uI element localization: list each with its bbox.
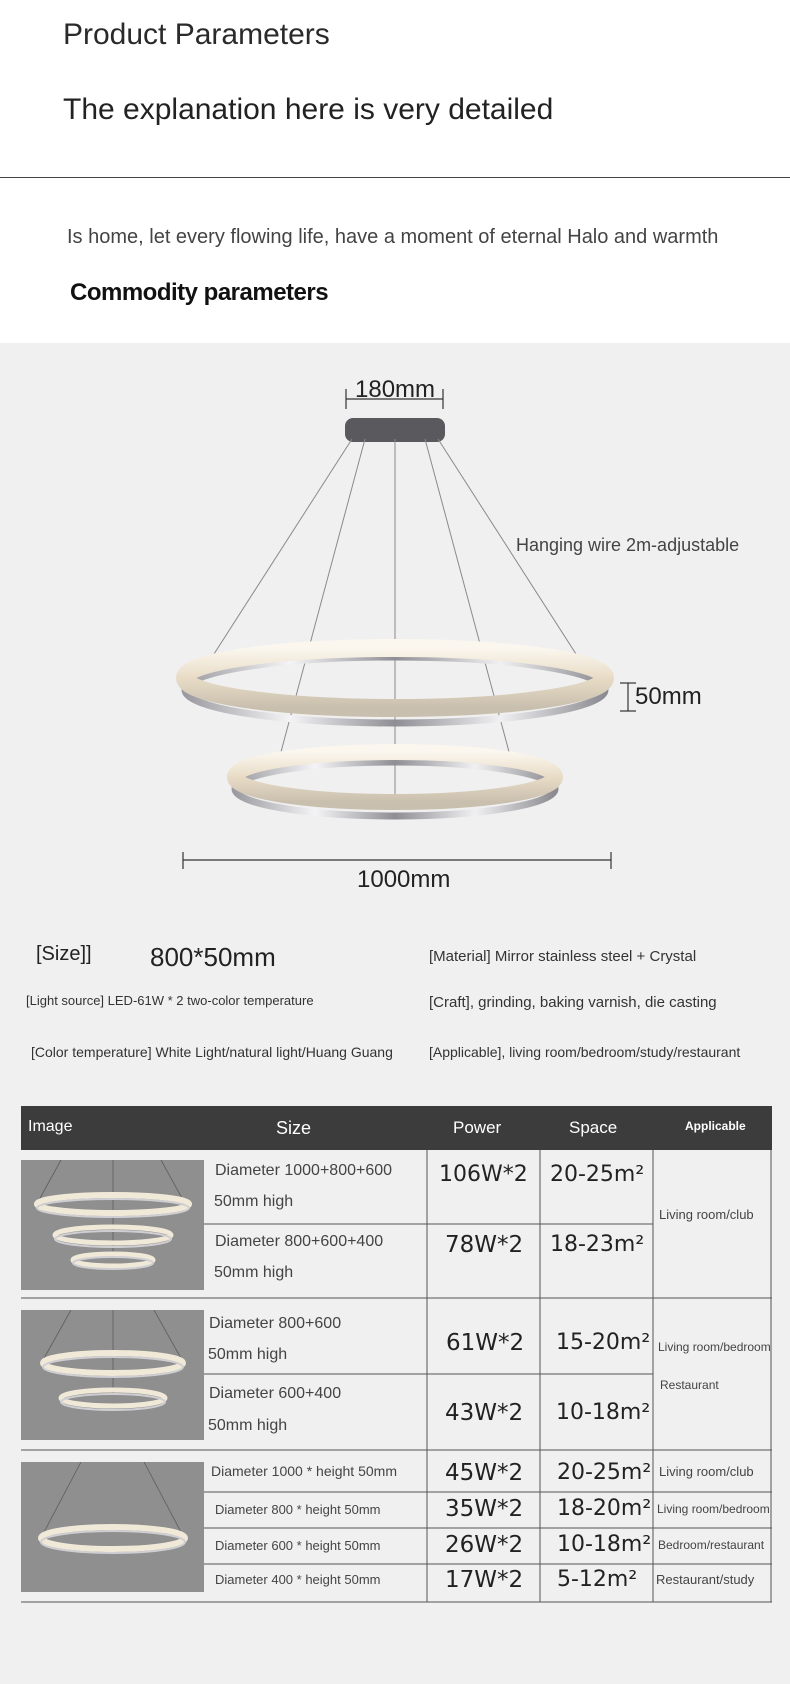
space-cell: 10-18m²: [556, 1400, 651, 1425]
power-cell: 26W*2: [445, 1532, 524, 1558]
wire-note-label: Hanging wire 2m-adjustable: [516, 535, 740, 555]
space-cell: 15-20m²: [556, 1330, 651, 1355]
size-cell: Diameter 1000 * height 50mm: [211, 1463, 397, 1479]
canopy: [345, 418, 445, 442]
ring-diameter-label: 1000mm: [357, 866, 451, 893]
craft-spec: [Craft], grinding, baking varnish, die casting: [429, 994, 717, 1011]
power-cell: 61W*2: [446, 1330, 525, 1356]
header-applicable: Applicable: [685, 1119, 746, 1133]
size-cell: Diameter 400 * height 50mm: [215, 1572, 381, 1587]
applicable-cell: Living room/club: [659, 1464, 754, 1479]
size-cell-sub: 50mm high: [208, 1346, 288, 1363]
size-spec-label: [Size]]: [36, 943, 92, 965]
size-cell-sub: 50mm high: [208, 1417, 288, 1434]
size-cell: Diameter 800 * height 50mm: [215, 1502, 381, 1517]
power-cell: 43W*2: [445, 1400, 524, 1426]
size-spec-value: 800*50mm: [150, 942, 276, 972]
size-cell: Diameter 1000+800+600: [215, 1162, 393, 1179]
power-cell: 17W*2: [445, 1567, 524, 1593]
page-subtitle: The explanation here is very detailed: [63, 93, 554, 126]
height-dimension: [620, 683, 636, 711]
applicable-cell: Bedroom/restaurant: [658, 1538, 765, 1552]
size-cell: Diameter 600 * height 50mm: [215, 1538, 381, 1553]
ring-height-label: 50mm: [635, 683, 702, 710]
product-image-three-ring: [21, 1160, 204, 1290]
size-cell: Diameter 800+600: [209, 1315, 342, 1332]
product-image-two-ring: [21, 1310, 204, 1440]
space-cell: 10-18m²: [557, 1532, 652, 1557]
product-image-single-ring: [21, 1462, 204, 1592]
size-cell: Diameter 600+400: [209, 1385, 342, 1402]
power-cell: 45W*2: [445, 1460, 524, 1486]
section-title: Commodity parameters: [70, 279, 329, 306]
power-cell: 78W*2: [445, 1232, 524, 1258]
applicable-cell: Living room/bedroom: [657, 1502, 770, 1516]
header-power: Power: [453, 1118, 502, 1137]
applicable-spec: [Applicable], living room/bedroom/study/restaurant: [429, 1044, 741, 1060]
slogan-text: Is home, let every flowing life, have a moment of eternal Halo and warmth: [67, 226, 719, 248]
space-cell: 20-25m²: [550, 1162, 645, 1187]
space-cell: 18-20m²: [557, 1496, 652, 1521]
divider: [0, 177, 790, 178]
size-cell-sub: 50mm high: [214, 1193, 294, 1210]
size-cell: Diameter 800+600+400: [215, 1233, 384, 1250]
power-cell: 35W*2: [445, 1496, 524, 1522]
header-size: Size: [276, 1118, 312, 1138]
space-cell: 20-25m²: [557, 1460, 652, 1485]
material-spec: [Material] Mirror stainless steel + Crystal: [429, 948, 697, 965]
applicable-cell: Living room/bedroom: [658, 1340, 771, 1354]
color-temperature-spec: [Color temperature] White Light/natural light/Huang Guang: [31, 1044, 393, 1060]
applicable-cell-sub: Restaurant: [660, 1378, 719, 1392]
canopy-width-label: 180mm: [355, 376, 436, 403]
light-source-spec: [Light source] LED-61W * 2 two-color temperature: [26, 993, 314, 1008]
header-image: Image: [28, 1118, 73, 1135]
chandelier-illustration: [0, 343, 790, 903]
product-table: [21, 1106, 772, 1603]
space-cell: 5-12m²: [557, 1567, 638, 1592]
space-cell: 18-23m²: [550, 1232, 645, 1257]
applicable-cell: Living room/club: [659, 1207, 754, 1222]
page-title: Product Parameters: [63, 18, 330, 51]
applicable-cell: Restaurant/study: [656, 1572, 755, 1587]
header-space: Space: [569, 1118, 618, 1137]
size-cell-sub: 50mm high: [214, 1264, 294, 1281]
power-cell: 106W*2: [439, 1162, 528, 1187]
